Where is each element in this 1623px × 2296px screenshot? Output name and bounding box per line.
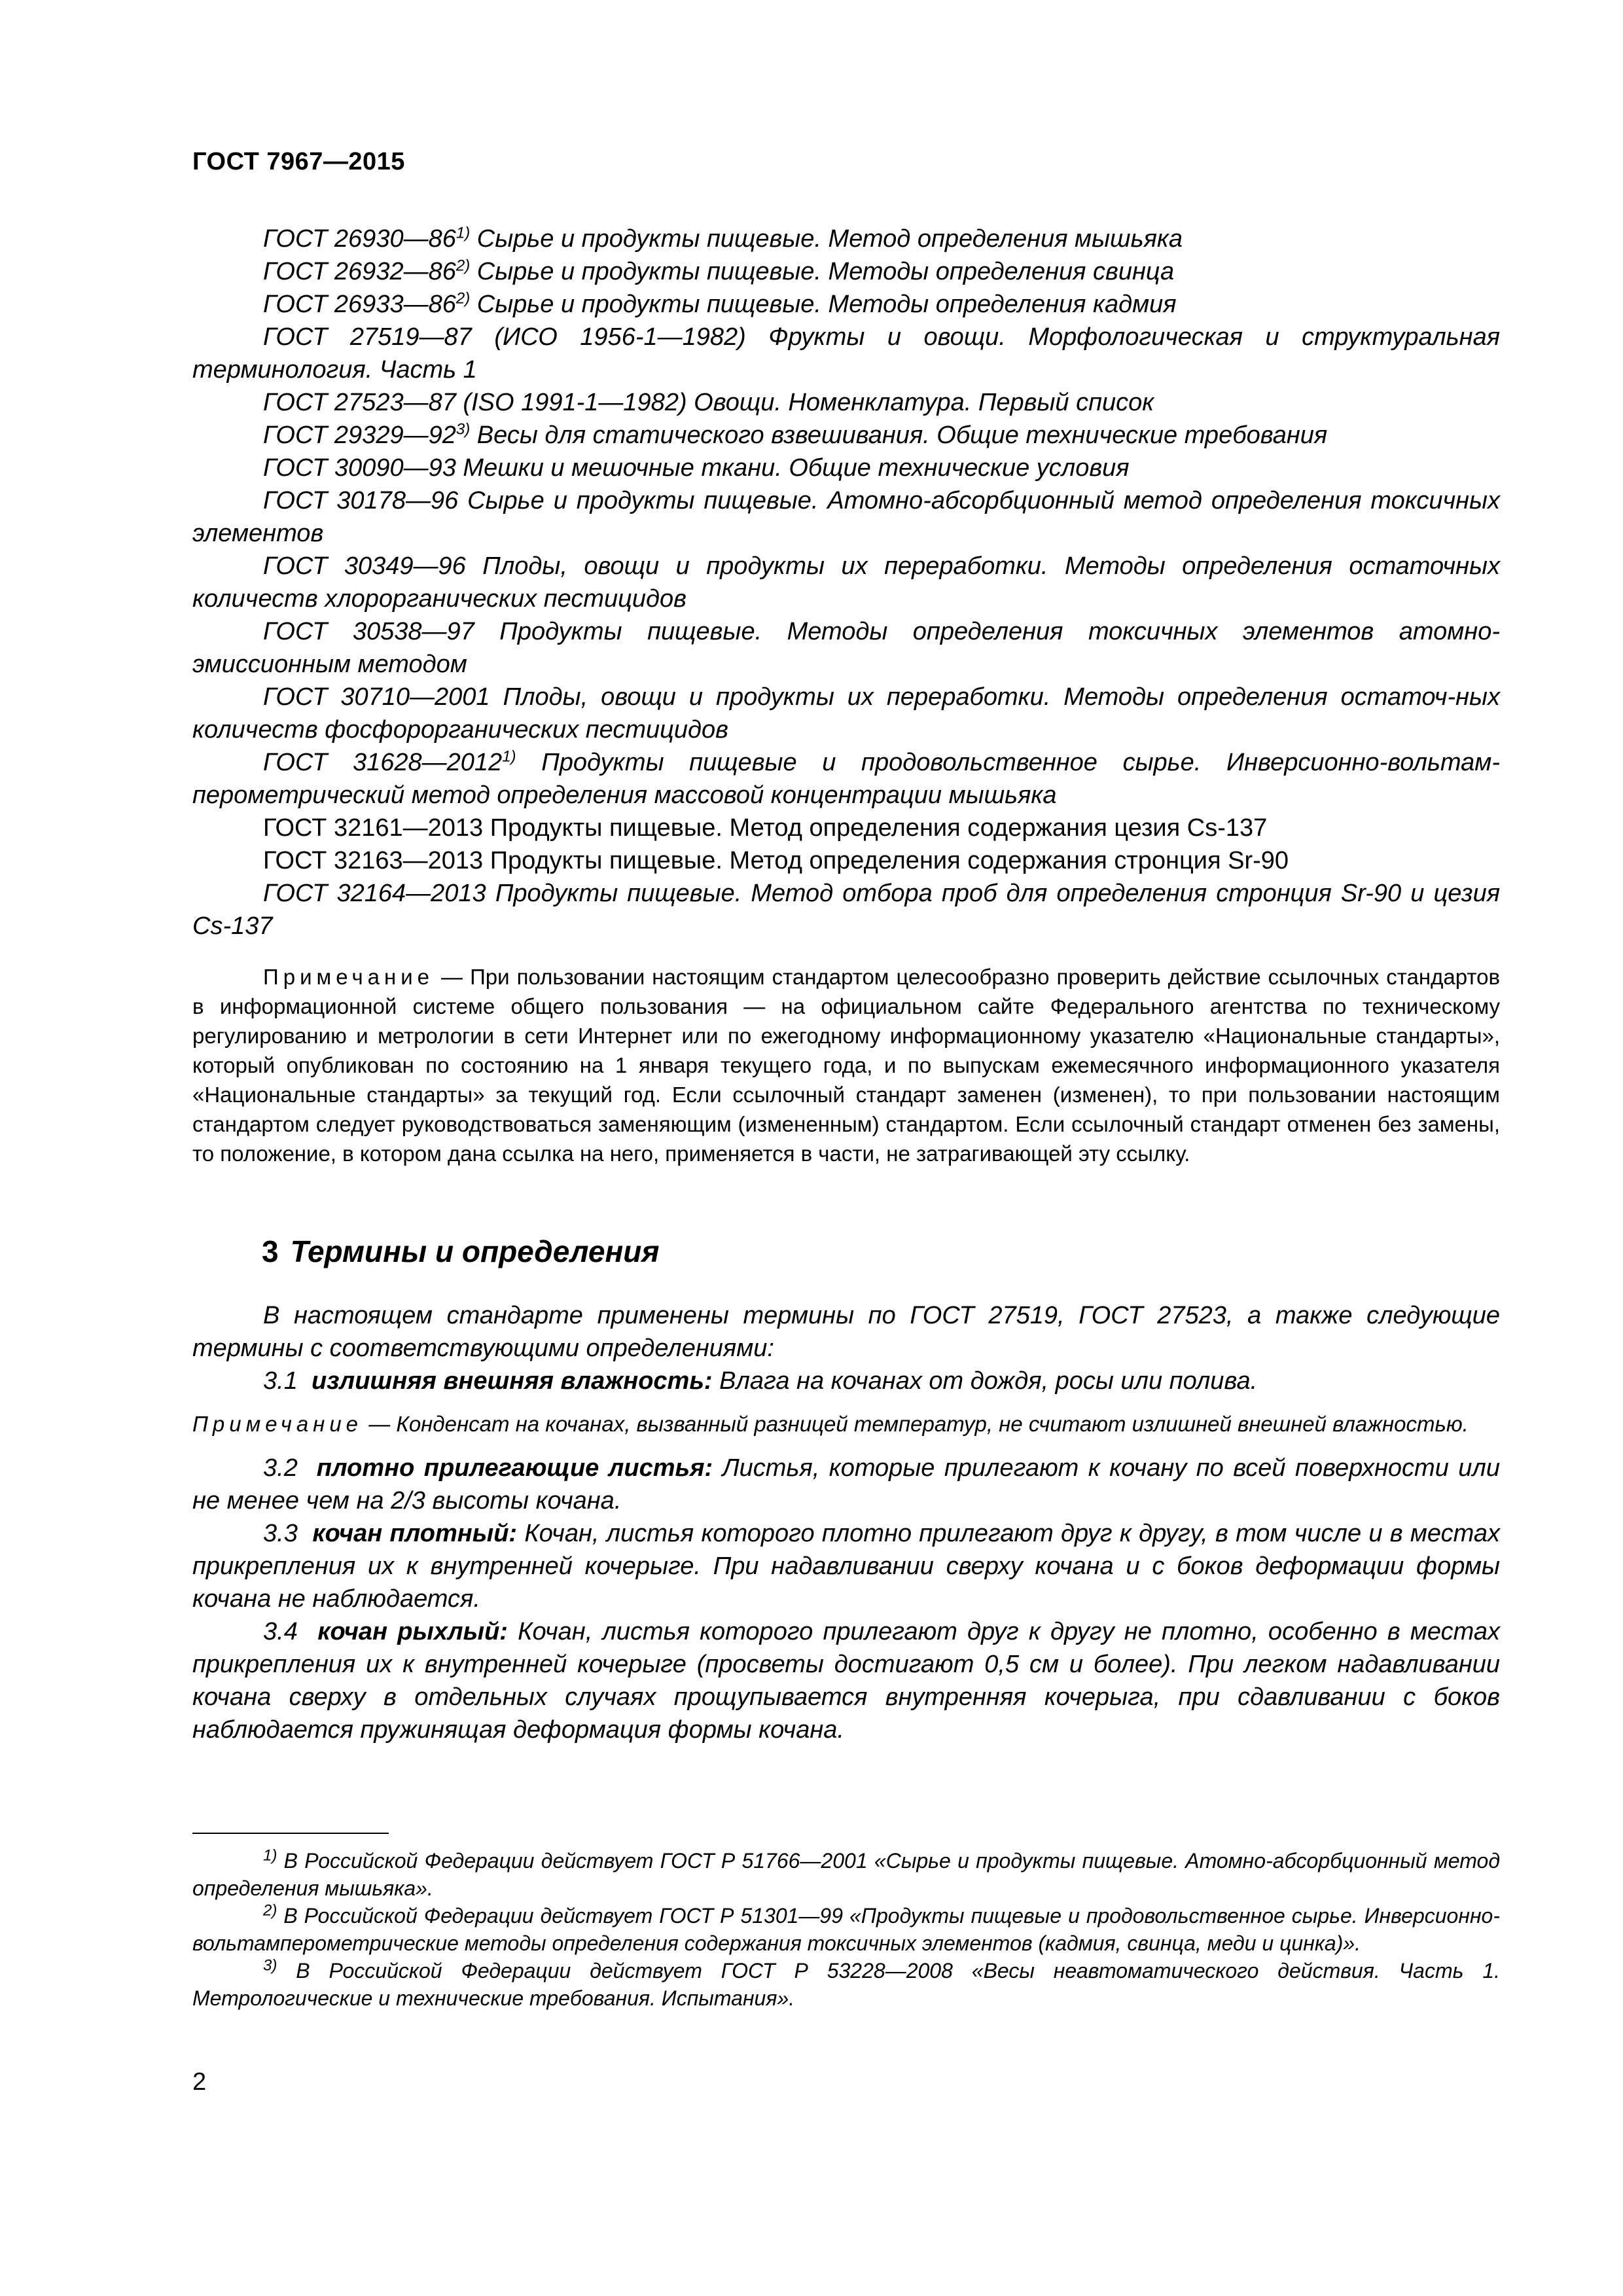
footnote-item: $^{1)}$ В Российской Федерации действует ГОСТ Р 51766—2001 «Сырье и продукты пищевые. Атомно-абсорбционный метод определения мышьяка». [192,1846,1501,1900]
footnote-item: $^{2)}$ В Российской Федерации действует ГОСТ Р 51301—99 «Продукты пищевые и продовольственное сырье. Инверсионно-вольтамперометрические методы определения содержания токсичных элементов (кадмия, свинца, меди и цинка)». [192,1901,1501,1955]
term-item: 3.1 излишняя внешняя влажность: Влага на кочанах от дождя, росы или полива. [263,1367,1258,1395]
reference-item: ГОСТ 30349—96 Плоды, овощи и продукты их переработки. Методы определения остаточных количеств хлорорганических пестицидов [192,552,1501,613]
reference-item: ГОСТ 32163—2013 Продукты пищевые. Метод определения содержания стронция Sr-90 [263,847,1289,874]
reference-item: ГОСТ 30178—96 Сырье и продукты пищевые. Атомно-абсорбционный метод определения токсичных элементов [192,487,1500,547]
reference-item: ГОСТ 31628—2012$^{1)}$ Продукты пищевые и продовольственное сырье. Инверсионно-вольтам-перометрический метод определения массовой концентрации мышьяка [192,747,1501,809]
terms-list [192,1299,1500,1746]
normative-references-list [192,223,1500,942]
reference-item: ГОСТ 27523—87 (ISO 1991-1—1982) Овощи. Номенклатура. Первый список [263,389,1154,416]
reference-item: ГОСТ 30710—2001 Плоды, овощи и продукты их переработки. Методы определения остаточ-ных количеств фосфорорганических пестицидов [192,683,1500,744]
reference-item: ГОСТ 30538—97 Продукты пищевые. Методы определения токсичных элементов атомно-эмиссионным методом [192,618,1501,678]
term-item: 3.3 кочан плотный: Кочан, листья которого плотно прилегают друг к другу, в том числе и в местах прикрепления их к внутренней кочерыге. При надавливании сверху кочана и с боков деформации формы кочана не наблюдается. [192,1520,1500,1613]
section-heading: 3 Термины и определения [262,1234,660,1268]
reference-item: ГОСТ 30090—93 Мешки и мешочные ткани. Общие технические условия [263,454,1130,482]
reference-item: ГОСТ 26933—86$^{2)}$ Сырье и продукты пищевые. Методы определения кадмия [263,289,1177,318]
reference-item: ГОСТ 26930—86$^{1)}$ Сырье и продукты пищевые. Метод определения мышьяка [263,224,1183,253]
footnotes [192,1847,1500,2012]
footnote-divider [192,1833,389,1834]
document-header: ГОСТ 7967—2015 [192,148,405,175]
note-label: Примечание [263,965,435,989]
footnote-item: $^{3)}$ В Российской Федерации действует ГОСТ Р 53228—2008 «Весы неавтоматического действия. Часть 1. Метрологические и технические требования. Испытания». [192,1956,1501,2010]
reference-item: ГОСТ 32164—2013 Продукты пищевые. Метод отбора проб для определения стронция Sr-90 и цезия Cs-137 [192,880,1501,940]
reference-item: ГОСТ 29329—92$^{3)}$ Весы для статического взвешивания. Общие технические требования [263,420,1328,449]
references-note [192,962,1500,1168]
note-text: — При пользовании настоящим стандартом целесообразно проверить действие ссылочных стандартов в информационной системе общего пользования — на официальном сайте Федерального агентства по техническому регулированию и метрологии в сети Интернет или по ежегодному информационному указателю «Национальные стандарты», который опубликован по состоянию на 1 января текущего года, и по выпускам ежемесячного информационного указателя «Национальные стандарты» за текущий год. Если ссылочный стандарт заменен (изменен), то при пользовании настоящим стандартом следует руководствоваться заменяющим (измененным) стандартом. Если ссылочный стандарт отменен без замены, то положение, в котором дана ссылка на него, применяется в части, не затрагивающей эту ссылку. [192,965,1500,1166]
term-note: Примечание — Конденсат на кочанах, вызванный разницей температур, не считают излишней внешней влажностью. [192,1412,1469,1436]
term-item: 3.4 кочан рыхлый: Кочан, листья которого прилегают друг к другу не плотно, особенно в местах прикрепления их к внутренней кочерыге (просветы достигают 0,5 см и более). При легком надавливании кочана сверху в отдельных случаях прощупывается внутренняя кочерыга, при сдавливании с боков наблюдается пружинящая деформация формы кочана. [192,1618,1500,1744]
reference-item: ГОСТ 26932—86$^{2)}$ Сырье и продукты пищевые. Методы определения свинца [263,257,1175,285]
reference-item: ГОСТ 32161—2013 Продукты пищевые. Метод определения содержания цезия Cs-137 [263,814,1268,842]
term-item: 3.2 плотно прилегающие листья: Листья, которые прилегают к кочану по всей поверхности или не менее чем на 2/3 высоты кочана. [192,1454,1500,1515]
reference-item: ГОСТ 27519—87 (ИСО 1956-1—1982) Фрукты и овощи. Морфологическая и структуральная терминология. Часть 1 [192,323,1501,384]
page-number: 2 [192,2068,207,2096]
section-intro: В настоящем стандарте применены термины по ГОСТ 27519, ГОСТ 27523, а также следующие термины с соответствующими определениями: [192,1302,1500,1362]
